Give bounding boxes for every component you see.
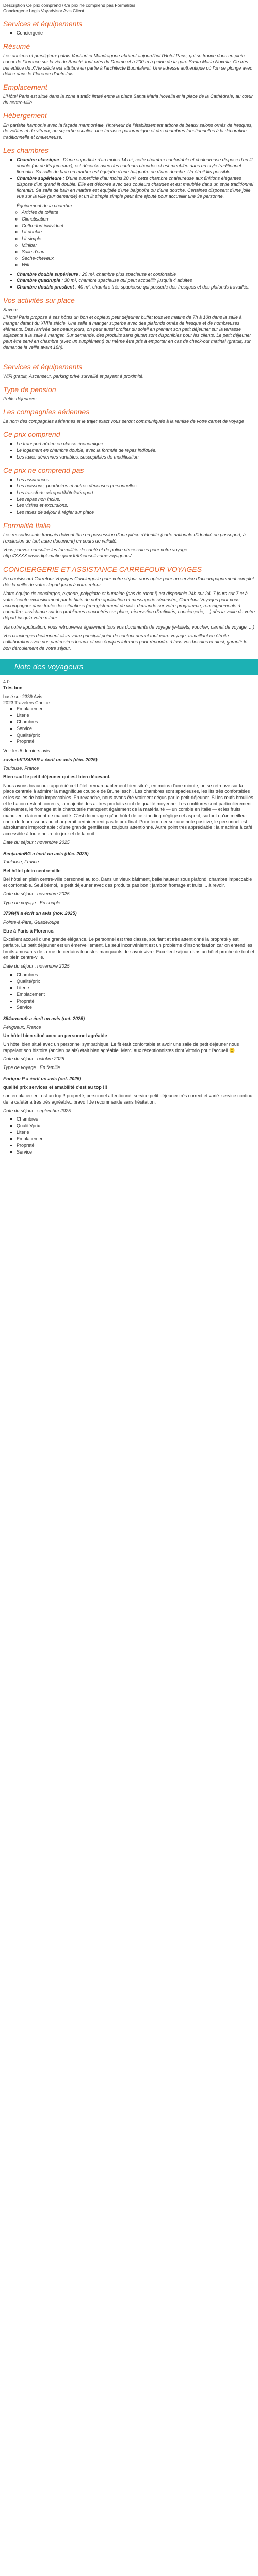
list-item: ▪ Conciergerie [17, 30, 255, 37]
review-text: Un hôtel bien situé avec un personnel sympathique. Le fit était confortable et avoir une salle de petit déjeuner nous rappelant son histoire (ancien palais) était bien agréable. Merci aux réceptionnistes dont Vittorio pour l'accueil 🙂 [3, 1042, 239, 1053]
list-item: ▪ Qualité/prix [17, 733, 255, 739]
review-text: Excellent accueil d'une grande élégance. Le personnel est très classe, souriant et très attentionné la propreté y est parfaite. Le petit déjeuner est un émerveillement. Le seul inconvénient est un problème d'insonorisation car on entend les bruits amusants de la rue de certains touristes manquants de savoir vivre. Excellent séjour dans un hôtel proche de tout et en plein centre-ville. [3, 937, 254, 960]
list-item: ◦ Lit simple [22, 236, 255, 242]
list-item: ◦ Wifi [22, 262, 255, 268]
chambres-list [3, 157, 255, 200]
list-item: ▪ Emplacement [17, 992, 255, 998]
list-item: ▪ Chambres [17, 1116, 255, 1123]
list-item: ▪ Les assurances. [17, 477, 255, 483]
rating-criteria-list [3, 706, 255, 745]
list-item: ◦ Salle d'eau [22, 249, 255, 256]
list-item: ▪ Emplacement [17, 706, 255, 713]
list-item: ▪ Qualité/prix [17, 979, 255, 985]
equipment-label: Équipement de la chambre : [17, 202, 75, 208]
review-3 [3, 1016, 255, 1071]
list-item: ▪ Chambre supérieure : D'une superficie d'au moins 20 m², cette chambre chaleureuse aux finitions élégantes dispose d'un grand lit double. Elle est décorée avec des couleurs chaudes et est meublée dans un style traditionnel florentin. Sa salle de bain en marbre est équipée d'une baignoire ou d'une douche. Certaines disposent d'une jolie vue sur la ville (sur demande) et un lit simple simple peut être ajouté pour accueillir une 3e personne. [17, 176, 255, 200]
saveur-label: Saveur [3, 307, 18, 312]
review-author: 354armaufr a écrit un avis (oct. 2025) [3, 1015, 85, 1021]
formalite-text-1: Les ressortissants français doivent être en possession d'une pièce d'identité (carte nationale d'identité ou passeport, à l'exclusion de tout autre document) en cours de validité. [3, 532, 246, 544]
review-place: Périgueux, France [3, 1024, 41, 1030]
review-title: Etre à Paris à Florence. [3, 928, 55, 934]
services-title: Services et équipements [3, 20, 83, 28]
review-text: son emplacement est au top !! propreté, personnel attentionné, service petit déjeuner très correct et varié. service continu de la cafétéria très très agréable...bravo ! Je recommande sans hésitation. [3, 1093, 253, 1105]
list-item: ▪ Chambre double prestient : 40 m², chambre très spacieuse qui possède des fresques et des plafonds travaillés. [17, 284, 255, 291]
comprend-list [3, 441, 255, 460]
chambres-title: Les chambres [3, 146, 49, 155]
review-4 [3, 1076, 255, 1156]
list-item: ▪ Literie [17, 713, 255, 719]
list-item: ▪ Chambre double supérieure : 20 m², chambre plus spacieuse et confortable [17, 272, 255, 278]
list-item: ▪ Les taxes aériennes variables, susceptibles de modification. [17, 454, 255, 461]
list-item: ▪ Propreté [17, 998, 255, 1005]
list-item: ▪ Les repas non inclus. [17, 497, 255, 503]
review-author: BenjaminBG a écrit un avis (déc. 2025) [3, 851, 89, 856]
review-date: Date du séjour : novembre 2025 [3, 963, 70, 969]
review-title: Bien sauf le petit déjeuner qui est bien décevant. [3, 774, 111, 779]
review-text: Nous avons beaucoup apprécié cet hôtel, remarquablement bien situé ; en moins d'une minute, on se retrouve sur la place centrale à admirer la magnifique coupole de Brunelleschi. Les chambres sont spacieuses, les lits très confortables et les salles de bain impeccables. En revanche, nous avons été vraiment déçus par le petit-déjeuner. Si les œufs brouillés et le bacon restent corrects, la majorité des autres produits sont de qualité moyenne. Les confitures sont particulièrement décevantes, le fromage et la charcuterie manquent également de la matérialité — un comble en Italie — et les fruits manquent clairement de maturité. C'est dommage qu'un hôtel de ce standing néglige cet aspect, surtout qu'un meilleur choix de fournisseurs ou changerait certainement pas le prix final. Pour terminer sur une note positive, le personnel est absolument irreprochable : d'une grande gentillesse, toujours attentionné. Autre point très appréciable : la machine à café accessible à toute heure du jour et de la nuit. [3, 783, 253, 837]
list-item: ▪ Literie [17, 1130, 255, 1136]
review-author: xavierbK1342BR a écrit un avis (déc. 2025) [3, 757, 98, 762]
resume-title: Résumé [3, 42, 30, 50]
page [0, 0, 258, 1155]
conciergerie-title: CONCIERGERIE ET ASSISTANCE CARREFOUR VOYAGES [3, 565, 202, 573]
compagnies-title: Les compagnies aériennes [3, 408, 90, 416]
list-item: ▪ Propreté [17, 1143, 255, 1149]
review-1 [3, 851, 255, 906]
necomprend-list [3, 477, 255, 516]
review-title: Un hôtel bien situé avec un personnel agréable [3, 1033, 107, 1039]
review-0 [3, 757, 255, 846]
list-item: ▪ Les boissons, pourboires et autres dépenses personnelles. [17, 483, 255, 489]
emplacement-text: L'Hôtel Paris est situé dans la zone à trafic limité entre la place Santa Maria Novella et la place de la Cathédrale, au cœur du centre-ville. [3, 94, 253, 105]
list-item: ▪ Service [17, 1149, 255, 1156]
list-item: ▪ Chambres [17, 972, 255, 978]
conciergerie-text-4: Vos concierges deviennent alors votre principal point de contact durant tout votre voyage, travaillant en étroite collaboration avec nos partenaires locaux et nos équipes internes pour répondre à tous vos besoins et ainsi, garantir le bon déroulement de votre séjour. [3, 633, 248, 651]
equipment-list [3, 210, 255, 268]
list-item: ▪ Chambre classique : D'une superficie d'au moins 14 m², cette chambre confortable et chaleureuse dispose d'un lit double (ou de lits jumeaux), est décorée avec des couleurs chaudes et est meublée dans un style traditionnel florentin. Sa salle de bain en marbre est équipée d'une baignoire ou d'une douche. Un étroit lits possible. [17, 157, 255, 175]
formalite-title: Formalité Italie [3, 521, 51, 530]
rating-label: Très bon [3, 685, 23, 690]
activites-text: L'Hotel Paris propose à ses hôtes un bon et copieux petit déjeuner buffet tous les matins de 7h à 10h dans la salle à manger datant du XVIIe siècle. Une salle à manger superbe avec des plafonds ornés de fresque et de nombreuses éléments. Des l'arrivée des beaux jours, on peut aussi profiter du soleil en prenant son petit déjeuner sur la terrasse adjacente à la salle à manger. Sur demande, des produits sans gluten sont disponibles pour les clients. Le petit déjeuner peut être servi en chambre (avec un supplément) ou même être pris à emporter en cas de check-out matinal (gratuit, sur demande la veille avant 18h). [3, 314, 251, 350]
list-item: ◦ Lit double [22, 229, 255, 235]
review-date: Date du séjour : septembre 2025 [3, 1108, 71, 1113]
conciergerie-text-1: En choisissant Carrefour Voyages Conciergerie pour votre séjour, vous optez pour un service d'accompagnement complet dès la veille de votre départ jusqu'à votre retour. [3, 575, 254, 587]
rating-source: 2023 Travelers Choice [3, 700, 50, 706]
list-item: ◦ Coffre-fort individuel [22, 223, 255, 229]
list-item: ▪ Le transport aérien en classe économique. [17, 441, 255, 447]
review-criteria-list [3, 1116, 255, 1155]
rating-based: basé sur 2339 Avis [3, 694, 42, 700]
review-place: Toulouse, France [3, 766, 39, 771]
review-text: Bel hôtel en plein centre-ville personnel au top. Dans un vieux bâtiment, belle hauteur sous plafond, chambre impeccable et confortable. Seul bémol, le petit déjeuner avec des produits pas bon : jambon fromage et fruits ... à revoir. [3, 876, 252, 888]
list-item: ▪ Emplacement [17, 1136, 255, 1142]
rating-score: 4.0 [3, 679, 10, 685]
comprend-title: Ce prix comprend [3, 430, 60, 439]
review-place: Pointe-à-Pitre, Guadeloupe [3, 920, 60, 925]
list-item: ▪ Service [17, 726, 255, 732]
breadcrumb-line-1: Description Ce prix comprend / Ce prix ne comprend pas Formalités [3, 3, 136, 8]
conciergerie-text-3: Via notre application, vous retrouverez également tous vos documents de voyage (e-billets, voucher, carnet de voyage, ...) [3, 624, 255, 630]
services2-text: WiFi gratuit, Ascenseur, parking privé surveillé et payant à proximité. [3, 373, 144, 379]
services-list [3, 30, 255, 37]
review-date: Date du séjour : octobre 2025 [3, 1056, 64, 1062]
list-item: ▪ Chambre quadruple : 30 m², chambre spacieuse qui peut accueillir jusqu'à 4 adultes [17, 278, 255, 284]
services2-title: Services et équipements [3, 362, 83, 371]
compagnies-text: Le nom des compagnies aériennes et le trajet exact vous seront communiqués à la remise de votre carnet de voyage [3, 418, 244, 424]
review-date: Date du séjour : novembre 2025 [3, 839, 70, 845]
review-author: Enrique P a écrit un avis (oct. 2025) [3, 1076, 82, 1081]
hebergement-title: Hébergement [3, 111, 47, 120]
review-criteria-list [3, 972, 255, 1011]
list-item: ◦ Climatisation [22, 216, 255, 223]
emplacement-title: Emplacement [3, 82, 47, 91]
list-item: ▪ Qualité/prix [17, 1123, 255, 1129]
list-item: ▪ Service [17, 1005, 255, 1011]
list-item: ▪ Propreté [17, 739, 255, 745]
recent-reviews-link[interactable]: Voir les 5 derniers avis [3, 748, 50, 753]
list-item: ▪ Chambres [17, 719, 255, 725]
review-title: Bel hôtel plein centre-ville [3, 868, 61, 873]
review-title: qualité prix services et amabilité c'est au top !!! [3, 1084, 108, 1090]
resume-text: Les anciens et prestigieux palais Vanburi et Mandragone abritent aujourd'hui l'Hotel Paris, qui se trouve donc en plein coeur de Florence sur la via de Banchi, tout près du Duomo et à 200 m à peine de la gare Santa Maria Novella. Ce très bel édifice du XVIe siècle est attribué en partie à l'architecte Buontalenti. Une adresse authentique où l'on se plonge avec délice dans le Florence d'autrefois. [3, 53, 252, 77]
conciergerie-text-2: Notre équipe de concierges, experte, polyglotte et humaine (pas de robot !) est disponible 24h sur 24, 7 jours sur 7 et à votre écoute exclusivement par le biais de notre application et messagerie sécurisée, Carrefour Voyages pour vous accompagner dans toutes les situations (enregistrement de vols, demande sur votre programme, renseignements à connaître, assistance sur les problèmes rencontrés sur place, réservation d'activités, conciergerie, ...) dès la veille de votre départ jusqu'à votre retour. [3, 591, 255, 621]
pension-title: Type de pension [3, 385, 56, 394]
list-item: ▪ Les transferts aéroport/hôtel/aéroport. [17, 490, 255, 496]
breadcrumb-line-2: Conciergerie Logis Voyadvisor Avis Client [3, 8, 84, 14]
review-date: Date du séjour : novembre 2025 [3, 891, 70, 896]
review-trip-type: Type de voyage : En famille [3, 1065, 60, 1071]
notes-banner: Note des voyageurs [0, 659, 258, 675]
list-item: ▪ Les visites et excursions. [17, 503, 255, 509]
review-trip-type: Type de voyage : En couple [3, 900, 60, 905]
list-item: ◦ Sèche-cheveux [22, 256, 255, 262]
chambres-extra-list [3, 272, 255, 291]
review-author: 379fejfi a écrit un avis (nov. 2025) [3, 911, 77, 917]
list-item: ◦ Minibar [22, 243, 255, 249]
review-place: Toulouse, France [3, 859, 39, 865]
review-2 [3, 911, 255, 1011]
pension-text: Petits déjeuners [3, 396, 37, 401]
list-item: ▪ Les taxes de séjour à régler sur place [17, 510, 255, 516]
list-item: ▪ Literie [17, 985, 255, 991]
necomprend-title: Ce prix ne comprend pas [3, 466, 84, 474]
list-item: ▪ Le logement en chambre double, avec la formule de repas indiquée. [17, 448, 255, 454]
activites-title: Vos activités sur place [3, 296, 75, 304]
formalite-text-2: Vous pouvez consulter les formalités de santé et de police nécessaires pour votre voyage : http://XXXX.www.diplomatie.gouv.fr/fr/conseils-aux-voyageurs/ [3, 547, 190, 559]
list-item: ◦ Articles de toilette [22, 210, 255, 216]
hebergement-text: En parfaite harmonie avec la façade marmoréale, l'intérieur de l'établissement arbore de beaux salons ornés de fresques, de voûtes et de vitraux, un superbe escalier, une terrasse panoramique et des chambres fonctionnelles à la décoration traditionnelle et chaleureuse. [3, 122, 253, 140]
